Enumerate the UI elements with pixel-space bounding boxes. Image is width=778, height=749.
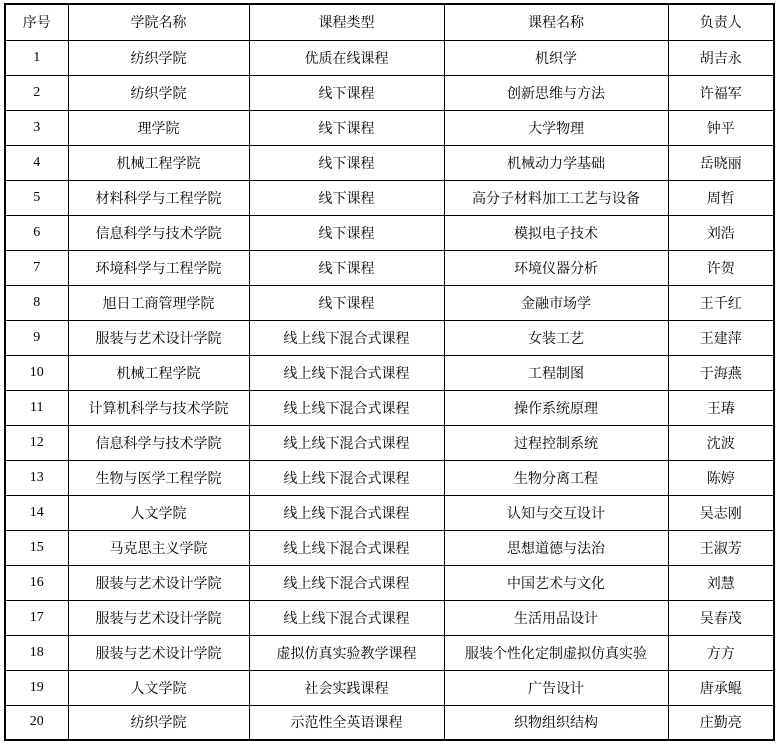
table-row <box>5 355 774 390</box>
course-list-table <box>4 3 775 741</box>
course-name-cell: 大学物理 <box>444 110 668 145</box>
header-row-number-cell: 序号 <box>5 4 68 40</box>
course-name-cell: 机械动力学基础 <box>444 145 668 180</box>
table-row <box>5 285 774 320</box>
course-name-cell: 模拟电子技术 <box>444 215 668 250</box>
course-name-cell: 认知与交互设计 <box>444 495 668 530</box>
course-type-cell: 线下课程 <box>249 145 444 180</box>
college-name-cell: 信息科学与技术学院 <box>68 425 249 460</box>
person-in-charge-cell: 方方 <box>668 635 774 670</box>
course-type-cell: 线上线下混合式课程 <box>249 530 444 565</box>
course-type-cell: 线上线下混合式课程 <box>249 355 444 390</box>
course-type-cell: 线下课程 <box>249 285 444 320</box>
person-in-charge-cell: 王淑芳 <box>668 530 774 565</box>
course-type-cell: 线上线下混合式课程 <box>249 425 444 460</box>
college-name-cell: 人文学院 <box>68 495 249 530</box>
person-in-charge-cell: 王千红 <box>668 285 774 320</box>
table-row <box>5 180 774 215</box>
row-number-cell: 19 <box>5 670 68 705</box>
row-number-cell: 13 <box>5 460 68 495</box>
course-name-cell: 思想道德与法治 <box>444 530 668 565</box>
college-name-cell: 旭日工商管理学院 <box>68 285 249 320</box>
row-number-cell: 8 <box>5 285 68 320</box>
table-row <box>5 565 774 600</box>
row-number-cell: 10 <box>5 355 68 390</box>
course-name-cell: 高分子材料加工工艺与设备 <box>444 180 668 215</box>
course-type-cell: 虚拟仿真实验教学课程 <box>249 635 444 670</box>
person-in-charge-cell: 刘慧 <box>668 565 774 600</box>
course-type-cell: 线上线下混合式课程 <box>249 565 444 600</box>
row-number-cell: 15 <box>5 530 68 565</box>
table-row <box>5 110 774 145</box>
college-name-cell: 服装与艺术设计学院 <box>68 635 249 670</box>
row-number-cell: 9 <box>5 320 68 355</box>
row-number-cell: 2 <box>5 75 68 110</box>
course-name-cell: 织物组织结构 <box>444 705 668 740</box>
college-name-cell: 纺织学院 <box>68 705 249 740</box>
table-row <box>5 495 774 530</box>
course-name-cell: 生物分离工程 <box>444 460 668 495</box>
course-type-cell: 线上线下混合式课程 <box>249 495 444 530</box>
college-name-cell: 机械工程学院 <box>68 145 249 180</box>
person-in-charge-cell: 刘浩 <box>668 215 774 250</box>
course-name-cell: 过程控制系统 <box>444 425 668 460</box>
table-row <box>5 40 774 75</box>
row-number-cell: 16 <box>5 565 68 600</box>
row-number-cell: 18 <box>5 635 68 670</box>
college-name-cell: 马克思主义学院 <box>68 530 249 565</box>
person-in-charge-cell: 周哲 <box>668 180 774 215</box>
header-college-name-cell: 学院名称 <box>68 4 249 40</box>
person-in-charge-cell: 吴春茂 <box>668 600 774 635</box>
college-name-cell: 服装与艺术设计学院 <box>68 565 249 600</box>
course-type-cell: 线上线下混合式课程 <box>249 390 444 425</box>
course-name-cell: 生活用品设计 <box>444 600 668 635</box>
table-row <box>5 460 774 495</box>
table-row <box>5 635 774 670</box>
course-name-cell: 中国艺术与文化 <box>444 565 668 600</box>
course-name-cell: 机织学 <box>444 40 668 75</box>
course-name-cell: 服装个性化定制虚拟仿真实验 <box>444 635 668 670</box>
person-in-charge-cell: 沈波 <box>668 425 774 460</box>
person-in-charge-cell: 唐承鲲 <box>668 670 774 705</box>
table-row <box>5 705 774 740</box>
table-row <box>5 145 774 180</box>
course-type-cell: 优质在线课程 <box>249 40 444 75</box>
person-in-charge-cell: 吴志刚 <box>668 495 774 530</box>
row-number-cell: 4 <box>5 145 68 180</box>
row-number-cell: 11 <box>5 390 68 425</box>
table-row <box>5 390 774 425</box>
row-number-cell: 12 <box>5 425 68 460</box>
row-number-cell: 17 <box>5 600 68 635</box>
table-row <box>5 320 774 355</box>
college-name-cell: 环境科学与工程学院 <box>68 250 249 285</box>
person-in-charge-cell: 岳晓丽 <box>668 145 774 180</box>
table-row <box>5 530 774 565</box>
person-in-charge-cell: 于海燕 <box>668 355 774 390</box>
college-name-cell: 材料科学与工程学院 <box>68 180 249 215</box>
course-type-cell: 示范性全英语课程 <box>249 705 444 740</box>
course-type-cell: 线下课程 <box>249 215 444 250</box>
table-body <box>5 40 774 740</box>
course-type-cell: 社会实践课程 <box>249 670 444 705</box>
row-number-cell: 20 <box>5 705 68 740</box>
person-in-charge-cell: 庄勤亮 <box>668 705 774 740</box>
course-type-cell: 线下课程 <box>249 250 444 285</box>
person-in-charge-cell: 王建萍 <box>668 320 774 355</box>
course-type-cell: 线上线下混合式课程 <box>249 460 444 495</box>
college-name-cell: 生物与医学工程学院 <box>68 460 249 495</box>
course-type-cell: 线下课程 <box>249 180 444 215</box>
college-name-cell: 服装与艺术设计学院 <box>68 600 249 635</box>
college-name-cell: 机械工程学院 <box>68 355 249 390</box>
course-name-cell: 金融市场学 <box>444 285 668 320</box>
header-course-name-cell: 课程名称 <box>444 4 668 40</box>
course-type-cell: 线下课程 <box>249 75 444 110</box>
person-in-charge-cell: 王瑃 <box>668 390 774 425</box>
course-type-cell: 线上线下混合式课程 <box>249 600 444 635</box>
header-row <box>5 4 774 40</box>
row-number-cell: 7 <box>5 250 68 285</box>
person-in-charge-cell: 胡吉永 <box>668 40 774 75</box>
table-row <box>5 425 774 460</box>
course-name-cell: 环境仪器分析 <box>444 250 668 285</box>
row-number-cell: 3 <box>5 110 68 145</box>
row-number-cell: 6 <box>5 215 68 250</box>
college-name-cell: 信息科学与技术学院 <box>68 215 249 250</box>
table-row <box>5 670 774 705</box>
college-name-cell: 纺织学院 <box>68 75 249 110</box>
table-row <box>5 600 774 635</box>
table-row <box>5 250 774 285</box>
row-number-cell: 1 <box>5 40 68 75</box>
header-person-in-charge-cell: 负责人 <box>668 4 774 40</box>
person-in-charge-cell: 钟平 <box>668 110 774 145</box>
college-name-cell: 人文学院 <box>68 670 249 705</box>
course-name-cell: 操作系统原理 <box>444 390 668 425</box>
person-in-charge-cell: 许福军 <box>668 75 774 110</box>
table-row <box>5 215 774 250</box>
person-in-charge-cell: 许贺 <box>668 250 774 285</box>
person-in-charge-cell: 陈婷 <box>668 460 774 495</box>
college-name-cell: 纺织学院 <box>68 40 249 75</box>
table-header <box>5 4 774 40</box>
header-course-type-cell: 课程类型 <box>249 4 444 40</box>
college-name-cell: 计算机科学与技术学院 <box>68 390 249 425</box>
course-type-cell: 线下课程 <box>249 110 444 145</box>
course-type-cell: 线上线下混合式课程 <box>249 320 444 355</box>
course-name-cell: 工程制图 <box>444 355 668 390</box>
table-row <box>5 75 774 110</box>
row-number-cell: 14 <box>5 495 68 530</box>
course-name-cell: 广告设计 <box>444 670 668 705</box>
course-name-cell: 创新思维与方法 <box>444 75 668 110</box>
college-name-cell: 服装与艺术设计学院 <box>68 320 249 355</box>
course-name-cell: 女装工艺 <box>444 320 668 355</box>
row-number-cell: 5 <box>5 180 68 215</box>
college-name-cell: 理学院 <box>68 110 249 145</box>
